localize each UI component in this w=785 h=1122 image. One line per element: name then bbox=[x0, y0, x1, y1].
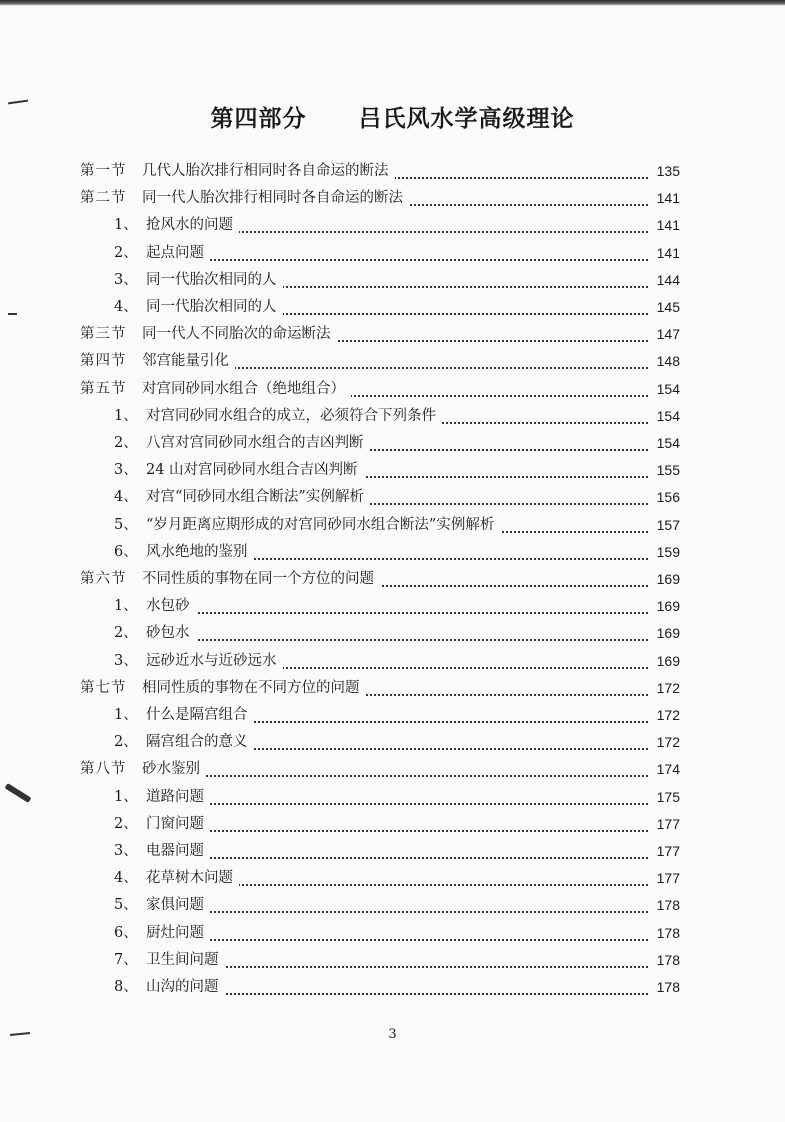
item-number: 1、 bbox=[114, 707, 138, 723]
toc-entry-title: 电器问题 bbox=[146, 838, 210, 865]
toc-page-number: 178 bbox=[650, 974, 680, 1001]
toc-entry-title: 砂水鉴别 bbox=[142, 756, 206, 783]
toc-entry-title: 不同性质的事物在同一个方位的问题 bbox=[142, 566, 380, 593]
item-number: 2、 bbox=[114, 815, 138, 832]
item-number: 2、 bbox=[114, 625, 138, 642]
toc-entry-title: 家俱问题 bbox=[146, 892, 210, 919]
scan-top-edge bbox=[0, 0, 785, 6]
item-number: 3、 bbox=[114, 843, 138, 859]
toc-page-number: 172 bbox=[650, 729, 680, 756]
toc-page-number: 148 bbox=[650, 348, 680, 375]
toc-entry-title: 对宫同砂同水组合（绝地组合） bbox=[142, 376, 351, 403]
scan-mark-left-2 bbox=[8, 313, 17, 315]
item-number: 7、 bbox=[114, 951, 138, 968]
toc-page-number: 178 bbox=[650, 920, 680, 947]
section-number: 第八节 bbox=[80, 761, 127, 778]
toc-page-number: 172 bbox=[650, 675, 680, 702]
page-title bbox=[0, 100, 785, 133]
item-number: 6、 bbox=[114, 924, 138, 941]
dot-leader bbox=[146, 830, 652, 859]
toc-entry-title: 道路问题 bbox=[146, 784, 210, 811]
dot-leader bbox=[146, 912, 652, 941]
toc-entry-title: 邻宫能量引化 bbox=[142, 348, 235, 375]
toc-entry-title: 门窗问题 bbox=[146, 811, 210, 838]
toc-entry-title: 远砂近水与近砂远水 bbox=[146, 648, 283, 675]
item-number: 4、 bbox=[114, 489, 138, 506]
toc-page-number: 157 bbox=[650, 512, 680, 539]
item-number: 5、 bbox=[114, 516, 138, 533]
toc-page-number: 177 bbox=[650, 865, 680, 892]
section-number: 第五节 bbox=[80, 380, 127, 397]
toc-page-number: 144 bbox=[650, 267, 680, 294]
toc-entry-title: 起点问题 bbox=[146, 240, 210, 267]
item-number: 2、 bbox=[114, 244, 138, 261]
toc-entry-title: 隔宫组合的意义 bbox=[146, 729, 254, 756]
toc-entry-title: 厨灶问题 bbox=[146, 920, 210, 947]
section-number: 第六节 bbox=[80, 571, 127, 587]
toc-page-number: 169 bbox=[650, 620, 680, 647]
toc-entry-title: 花草树木问题 bbox=[146, 865, 239, 892]
toc-page-number: 174 bbox=[650, 756, 680, 783]
toc-entry-title: 砂包水 bbox=[146, 620, 196, 647]
item-number: 3、 bbox=[114, 271, 138, 288]
toc-entry-title: 同一代胎次相同的人 bbox=[146, 267, 283, 294]
toc-page-number: 169 bbox=[650, 648, 680, 675]
item-number: 3、 bbox=[114, 652, 138, 669]
toc-page-number: 154 bbox=[650, 376, 680, 403]
toc-page-number: 145 bbox=[650, 294, 680, 321]
toc-page-number: 178 bbox=[650, 892, 680, 919]
toc-entry-title: 同一代人胎次排行相同时各自命运的断法 bbox=[142, 185, 409, 212]
toc-entry-title: 什么是隔宫组合 bbox=[146, 702, 254, 729]
toc-entry-title: 相同性质的事物在不同方位的问题 bbox=[142, 675, 366, 702]
section-number: 第三节 bbox=[80, 326, 127, 343]
item-number: 6、 bbox=[114, 543, 138, 560]
item-number: 1、 bbox=[114, 217, 138, 234]
item-number: 2、 bbox=[114, 435, 138, 451]
section-number: 第七节 bbox=[80, 679, 127, 696]
toc-entry-title: 对宫“同砂同水组合断法”实例解析 bbox=[146, 484, 370, 511]
toc-page-number: 169 bbox=[650, 566, 680, 593]
toc-entry-title: 八宫对宫同砂同水组合的吉凶判断 bbox=[146, 430, 370, 457]
item-number: 4、 bbox=[114, 870, 138, 887]
toc-entry-title: 山沟的问题 bbox=[146, 974, 225, 1001]
page-number: 3 bbox=[388, 1027, 397, 1042]
toc-entry-title: 对宫同砂同水组合的成立，必须符合下列条件 bbox=[146, 403, 442, 430]
scan-mark-left-3 bbox=[5, 783, 32, 803]
section-number: 第一节 bbox=[80, 163, 127, 179]
item-number: 8、 bbox=[114, 979, 138, 995]
toc-entry-title: 水包砂 bbox=[146, 593, 196, 620]
dot-leader bbox=[146, 803, 652, 832]
toc-entry-title: 同一代人不同胎次的命运断法 bbox=[142, 321, 337, 348]
toc-entry-title: 24 山对宫同砂同水组合吉凶判断 bbox=[146, 457, 364, 484]
item-number: 3、 bbox=[114, 462, 138, 479]
item-number: 1、 bbox=[114, 598, 138, 615]
toc-page-number: 147 bbox=[650, 321, 680, 348]
toc-entry-title: 几代人胎次排行相同时各自命运的断法 bbox=[142, 158, 395, 185]
toc-entry-title: 抢风水的问题 bbox=[146, 212, 239, 239]
dot-leader bbox=[146, 776, 652, 805]
toc-page-number: 156 bbox=[650, 484, 680, 511]
toc-entry-title: “岁月距离应期形成的对宫同砂同水组合断法”实例解析 bbox=[146, 512, 500, 539]
toc-page-number: 178 bbox=[650, 947, 680, 974]
toc-subsection-row[interactable] bbox=[80, 974, 680, 1001]
part-title: 吕氏风水学高级理论 bbox=[358, 105, 575, 132]
toc-page-number: 177 bbox=[650, 838, 680, 865]
toc-page-number: 141 bbox=[650, 185, 680, 212]
toc-page-number: 155 bbox=[650, 457, 680, 484]
toc-page-number: 141 bbox=[650, 212, 680, 239]
toc-entry-title: 同一代胎次相同的人 bbox=[146, 294, 283, 321]
section-number: 第四节 bbox=[80, 353, 127, 370]
toc-page-number: 154 bbox=[650, 403, 680, 430]
dot-leader bbox=[146, 612, 652, 641]
toc-page-number: 177 bbox=[650, 811, 680, 838]
toc-entry-title: 卫生间问题 bbox=[146, 947, 225, 974]
toc-entry-title: 风水绝地的鉴别 bbox=[146, 539, 254, 566]
item-number: 2、 bbox=[114, 734, 138, 751]
section-number: 第二节 bbox=[80, 190, 127, 207]
toc-page-number: 141 bbox=[650, 240, 680, 267]
part-label: 第四部分 bbox=[210, 105, 307, 132]
item-number: 5、 bbox=[114, 897, 138, 914]
toc-page-number: 159 bbox=[650, 539, 680, 566]
toc-page-number: 154 bbox=[650, 430, 680, 457]
toc-page-number: 175 bbox=[650, 784, 680, 811]
item-number: 1、 bbox=[114, 407, 138, 424]
toc-page-number: 169 bbox=[650, 593, 680, 620]
item-number: 1、 bbox=[114, 788, 138, 805]
toc-page-number: 135 bbox=[650, 158, 680, 185]
toc-page-number: 172 bbox=[650, 702, 680, 729]
item-number: 4、 bbox=[114, 299, 138, 315]
